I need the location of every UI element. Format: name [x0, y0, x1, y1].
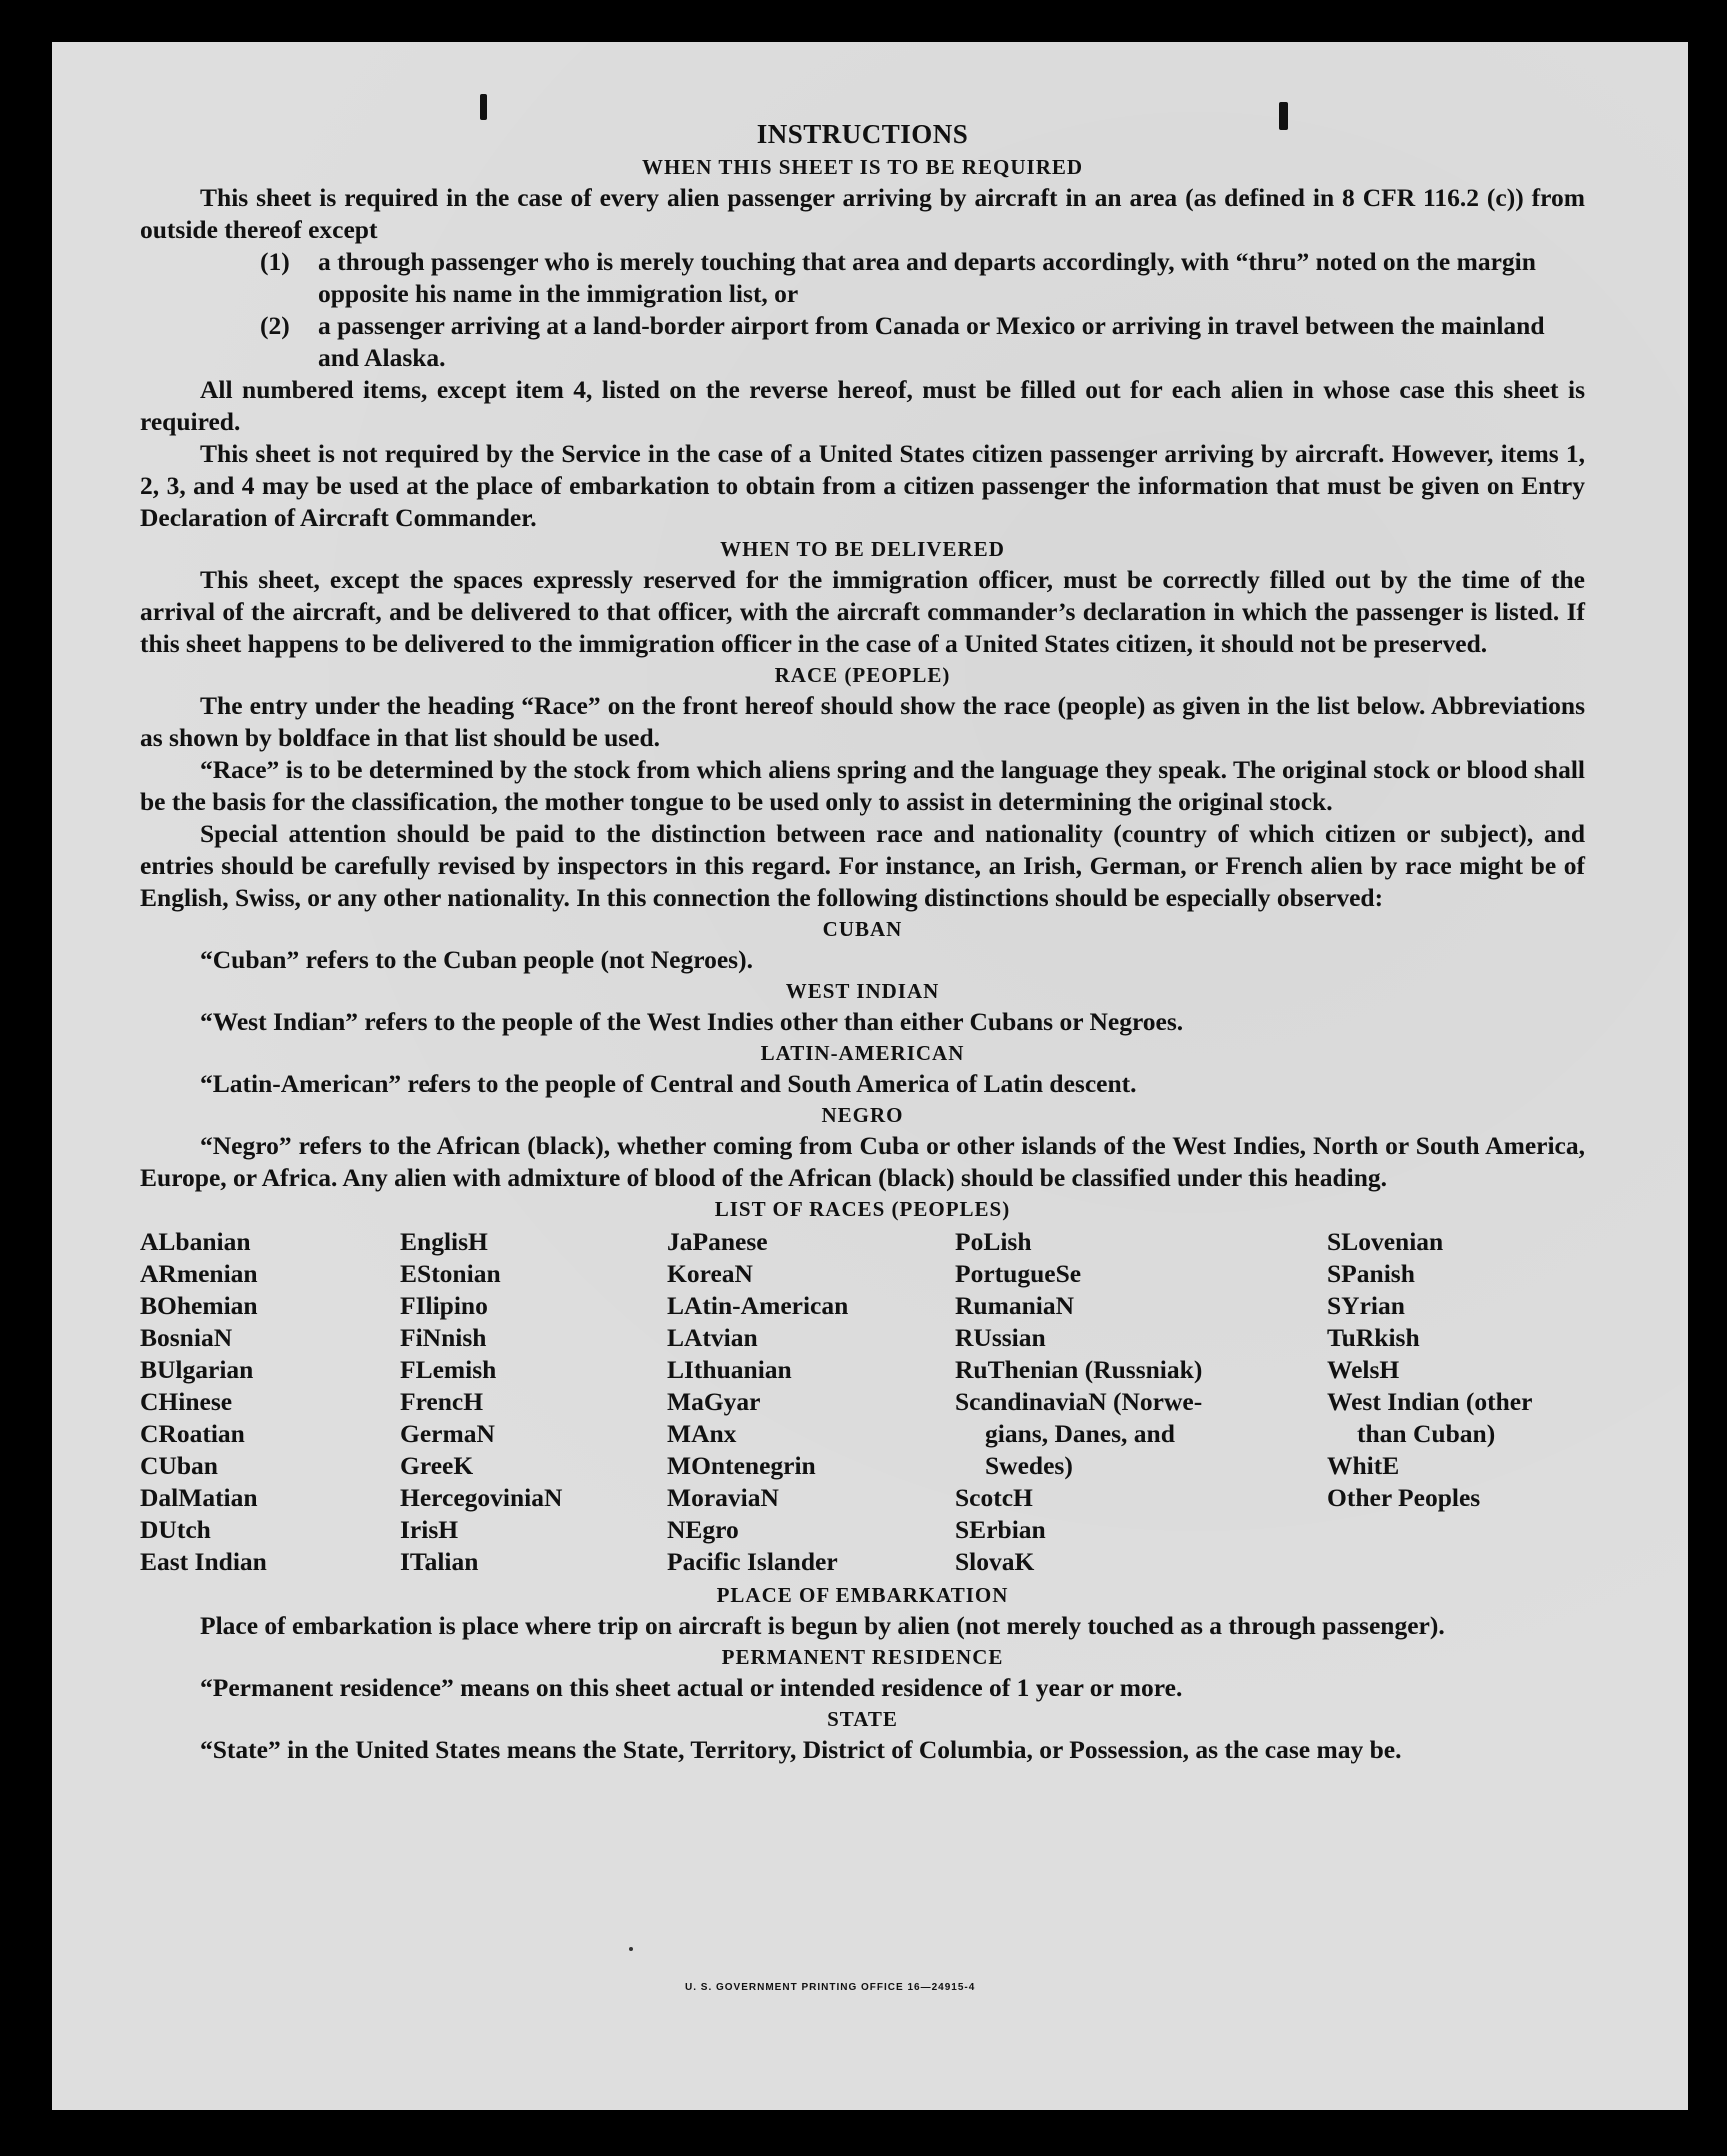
- race-entry: WhitE: [1327, 1451, 1400, 1480]
- race-entry: FLemish: [400, 1355, 497, 1384]
- race-entry: RUssian: [955, 1323, 1046, 1352]
- race-entry: PoLish: [955, 1227, 1032, 1256]
- negro-text: “Negro” refers to the African (black), whether coming from Cuba or other islands of the West Indies, North or South America, Europe, or Africa. Any alien with admixture of blood of the African (black) should be classified under this heading.: [140, 1131, 1585, 1192]
- race-entry: SErbian: [955, 1515, 1046, 1544]
- race-column: [400, 1226, 667, 1578]
- race-entry: DUtch: [140, 1515, 211, 1544]
- section-heading-west-indian: WEST INDIAN: [785, 979, 940, 1003]
- race-entry: ALbanian: [140, 1227, 251, 1256]
- section-heading-when-delivered: WHEN TO BE DELIVERED: [720, 537, 1005, 561]
- race-entry: MaGyar: [667, 1387, 761, 1416]
- race-entry: gians, Danes, and: [985, 1419, 1175, 1448]
- race-entry: SYrian: [1327, 1291, 1405, 1320]
- race-entry: DalMatian: [140, 1483, 258, 1512]
- item-text: a passenger arriving at a land-border airport from Canada or Mexico or arriving in travel between the mainland and Alaska.: [318, 311, 1545, 372]
- printing-office-footer: U. S. GOVERNMENT PRINTING OFFICE 16—24915-4: [685, 1982, 976, 1993]
- race-entry: HercegoviniaN: [400, 1483, 563, 1512]
- section-heading-cuban: CUBAN: [822, 917, 903, 941]
- page-title: INSTRUCTIONS: [756, 119, 969, 149]
- item-number: (1): [260, 247, 290, 276]
- section-heading-list-of-races: LIST OF RACES (PEOPLES): [714, 1197, 1011, 1221]
- race-entry: SLovenian: [1327, 1227, 1444, 1256]
- race-entry: TuRkish: [1327, 1323, 1420, 1352]
- when-delivered-text: This sheet, except the spaces expressly reserved for the immigration officer, must be correctly filled out by the time of the arrival of the aircraft, and be delivered to that officer, with the aircraft commander’s declaration in which the passenger is listed. If this sheet happens to be delivered to the immigration officer in the case of a United States citizen, it should not be preserved.: [140, 565, 1585, 658]
- section-heading-when-required: WHEN THIS SHEET IS TO BE REQUIRED: [641, 155, 1084, 179]
- race-entry: Pacific Islander: [667, 1547, 838, 1576]
- race-entry: SlovaK: [955, 1547, 1035, 1576]
- race-entry: FrencH: [400, 1387, 484, 1416]
- race-entry: ScotcH: [955, 1483, 1033, 1512]
- race-entry: BOhemian: [140, 1291, 258, 1320]
- race-entry: RuThenian (Russniak): [955, 1355, 1203, 1384]
- race-column: [955, 1226, 1327, 1578]
- race-list: [140, 1226, 1585, 1578]
- race-entry: East Indian: [140, 1547, 267, 1576]
- race-column: [1327, 1226, 1585, 1578]
- race-entry: CHinese: [140, 1387, 233, 1416]
- race-entry: GermaN: [400, 1419, 495, 1448]
- race-entry: Swedes): [985, 1451, 1073, 1480]
- section-heading-race: RACE (PEOPLE): [774, 663, 951, 687]
- exception-item-2: [140, 310, 1585, 374]
- race-entry: MOntenegrin: [667, 1451, 816, 1480]
- race-paragraph-1: The entry under the heading “Race” on the front hereof should show the race (people) as given in the list below. Abbreviations as shown by boldface in that list should be used.: [140, 691, 1585, 752]
- race-column: [140, 1226, 400, 1578]
- cuban-text: “Cuban” refers to the Cuban people (not Negroes).: [200, 945, 753, 974]
- race-entry: GreeK: [400, 1451, 474, 1480]
- race-entry: CRoatian: [140, 1419, 245, 1448]
- race-paragraph-3: Special attention should be paid to the distinction between race and nationality (country of which citizen or subject), and entries should be carefully revised by inspectors in this regard. For instance, an Irish, German, or French alien by race might be of English, Swiss, or any other nationality. In this connection the following distinctions should be especially observed:: [140, 819, 1585, 912]
- race-entry: ITalian: [400, 1547, 479, 1576]
- race-entry: EnglisH: [400, 1227, 488, 1256]
- instructions-content: [140, 116, 1585, 1766]
- race-entry: BosniaN: [140, 1323, 233, 1352]
- race-entry: Other Peoples: [1327, 1483, 1481, 1512]
- race-entry: LIthuanian: [667, 1355, 792, 1384]
- section-heading-latin-american: LATIN-AMERICAN: [760, 1041, 965, 1065]
- citizen-paragraph: This sheet is not required by the Service in the case of a United States citizen passenger arriving by aircraft. However, items 1, 2, 3, and 4 may be used at the place of embarkation to obtain from a citizen passenger the information that must be given on Entry Declaration of Aircraft Commander.: [140, 439, 1585, 532]
- race-entry: ScandinaviaN (Norwe-: [955, 1387, 1203, 1416]
- race-entry: SPanish: [1327, 1259, 1415, 1288]
- section-heading-state: STATE: [827, 1707, 898, 1731]
- race-entry: ARmenian: [140, 1259, 258, 1288]
- race-entry: BUlgarian: [140, 1355, 254, 1384]
- numbered-items-paragraph: All numbered items, except item 4, listed on the reverse hereof, must be filled out for each alien in whose case this sheet is required.: [140, 375, 1585, 436]
- race-entry: JaPanese: [667, 1227, 768, 1256]
- race-paragraph-2: “Race” is to be determined by the stock from which aliens spring and the language they speak. The original stock or blood shall be the basis for the classification, the mother tongue to be used only to assist in determining the original stock.: [140, 755, 1585, 816]
- race-entry: KoreaN: [667, 1259, 753, 1288]
- race-entry: MAnx: [667, 1419, 737, 1448]
- item-text: a through passenger who is merely touching that area and departs accordingly, with “thru” noted on the margin opposite his name in the immigration list, or: [318, 247, 1536, 308]
- state-text: “State” in the United States means the State, Territory, District of Columbia, or Possession, as the case may be.: [200, 1735, 1402, 1764]
- race-entry: FIlipino: [400, 1291, 488, 1320]
- race-entry: CUban: [140, 1451, 218, 1480]
- exception-item-1: [140, 246, 1585, 310]
- place-of-embarkation-text: Place of embarkation is place where trip on aircraft is begun by alien (not merely touched as a through passenger).: [200, 1611, 1445, 1640]
- race-entry: EStonian: [400, 1259, 501, 1288]
- race-entry: MoraviaN: [667, 1483, 779, 1512]
- when-required-intro: This sheet is required in the case of every alien passenger arriving by aircraft in an area (as defined in 8 CFR 116.2 (c)) from outside thereof except: [140, 183, 1585, 244]
- item-number: (2): [260, 311, 290, 340]
- latin-american-text: “Latin-American” refers to the people of Central and South America of Latin descent.: [200, 1069, 1137, 1098]
- permanent-residence-text: “Permanent residence” means on this sheet actual or intended residence of 1 year or more.: [200, 1673, 1183, 1702]
- race-entry: WelsH: [1327, 1355, 1400, 1384]
- race-entry: LAtin-American: [667, 1291, 849, 1320]
- race-entry: RumaniaN: [955, 1291, 1075, 1320]
- section-heading-negro: NEGRO: [821, 1103, 904, 1127]
- race-entry: West Indian (other: [1327, 1387, 1533, 1416]
- section-heading-place-of-embarkation: PLACE OF EMBARKATION: [716, 1583, 1009, 1607]
- race-entry: NEgro: [667, 1515, 739, 1544]
- race-entry: than Cuban): [1357, 1419, 1496, 1448]
- race-entry: IrisH: [400, 1515, 459, 1544]
- section-heading-permanent-residence: PERMANENT RESIDENCE: [721, 1645, 1004, 1669]
- race-entry: FiNnish: [400, 1323, 487, 1352]
- race-entry: PortugueSe: [955, 1259, 1082, 1288]
- west-indian-text: “West Indian” refers to the people of the West Indies other than either Cubans or Negroes.: [200, 1007, 1184, 1036]
- race-column: [667, 1226, 955, 1578]
- stray-mark: [629, 1947, 633, 1951]
- race-entry: LAtvian: [667, 1323, 758, 1352]
